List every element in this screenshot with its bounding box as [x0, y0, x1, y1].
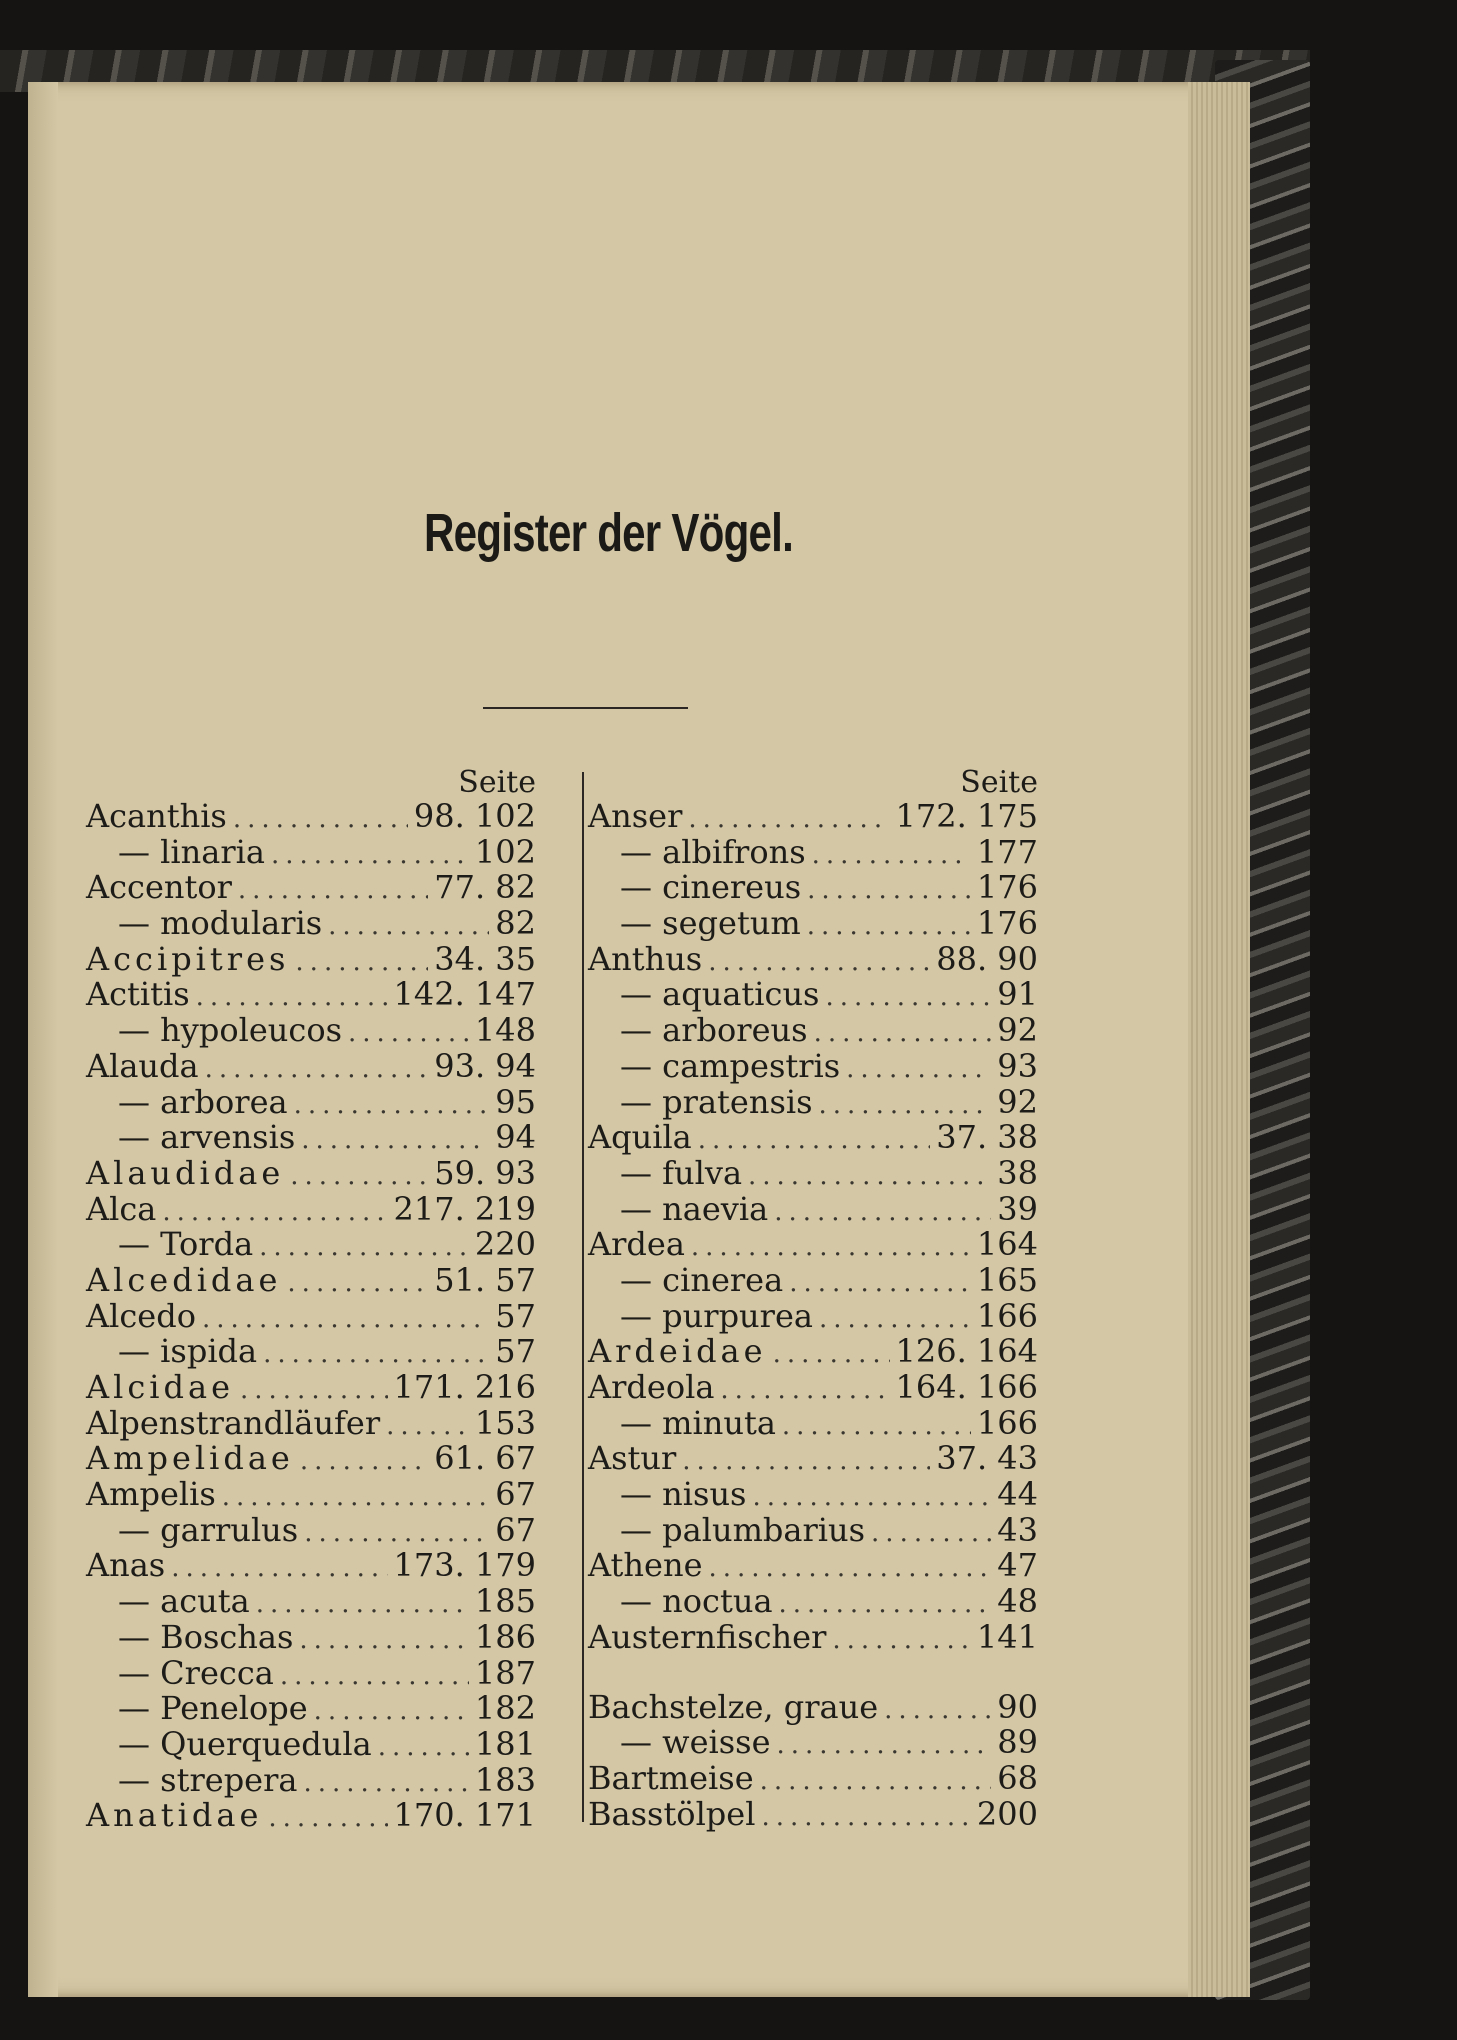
index-entry [588, 1189, 1038, 1228]
index-entry [86, 1153, 536, 1192]
entry-list [86, 799, 536, 1834]
entry-label: Anser [588, 797, 683, 835]
entry-label: — fulva [588, 1156, 742, 1192]
entry-label: — pratensis [588, 1085, 813, 1121]
entry-label: Ardea [588, 1225, 685, 1264]
entry-pages: 67 [495, 1510, 536, 1549]
entry-pages: 185 [474, 1582, 536, 1621]
entry-pages: 171. 216 [393, 1368, 536, 1406]
entry-label: Actitis [86, 975, 190, 1014]
entry-pages: 165 [976, 1260, 1038, 1299]
entry-pages: 166 [976, 1403, 1038, 1442]
entry-label: Accentor [86, 868, 232, 907]
leader-dots [777, 1728, 992, 1764]
index-entry [86, 1617, 536, 1656]
index-entry [588, 1725, 1038, 1761]
book-page [28, 82, 1228, 1997]
page-gutter [28, 82, 58, 1997]
leader-dots [287, 1266, 428, 1302]
entry-pages: 90 [997, 1687, 1038, 1726]
entry-pages: 187 [474, 1653, 536, 1692]
entry-label: — albifrons [588, 835, 806, 871]
entry-pages: 166 [976, 1296, 1038, 1335]
entry-label: Alauda [86, 1046, 199, 1085]
index-entry [86, 1584, 536, 1620]
title-rule [483, 707, 688, 709]
entry-pages: 48 [997, 1582, 1038, 1621]
page-title: Register der Vögel. [423, 503, 794, 563]
index-entry [588, 1296, 1038, 1335]
index-entry [588, 832, 1038, 871]
entry-label: Alcidae [86, 1368, 234, 1406]
entry-list [588, 799, 1038, 1832]
entry-pages: 39 [997, 1189, 1038, 1228]
entry-label: Ardeidae [588, 1332, 767, 1371]
index-entry [588, 1477, 1038, 1513]
index-entry [86, 832, 536, 871]
index-entry [86, 1227, 536, 1263]
index-entry [588, 1548, 1038, 1584]
index-entry [86, 1082, 536, 1121]
entry-pages: 47 [997, 1546, 1038, 1585]
index-entry [86, 1370, 536, 1406]
leader-dots [812, 838, 971, 874]
index-entry [86, 1548, 536, 1584]
entry-pages: 68 [997, 1758, 1038, 1797]
entry-label: Acanthis [86, 797, 227, 835]
entry-pages: 102 [474, 832, 536, 871]
entry-pages: 173. 179 [393, 1546, 536, 1585]
index-entry [86, 799, 536, 835]
index-entry [588, 1082, 1038, 1121]
index-entry [588, 1046, 1038, 1085]
entry-label: — aquaticus [588, 977, 819, 1013]
leader-dots [846, 1052, 991, 1088]
index-entry [588, 1584, 1038, 1620]
entry-label: Alca [86, 1189, 157, 1228]
index-entry [86, 1334, 536, 1370]
entry-pages: 89 [997, 1723, 1038, 1762]
index-entry [588, 1510, 1038, 1549]
entry-pages: 176 [976, 868, 1038, 907]
entry-pages: 37. 43 [936, 1439, 1038, 1478]
index-entry [588, 870, 1038, 906]
entry-label: — minuta [588, 1406, 776, 1442]
index-entry [588, 1403, 1038, 1442]
entry-label: — cinerea [588, 1263, 783, 1299]
entry-label: — palumbarius [588, 1513, 865, 1549]
entry-pages: 148 [474, 1011, 536, 1050]
entry-pages: 164 [976, 1225, 1038, 1264]
index-entry [86, 939, 536, 978]
entry-pages: 57 [495, 1296, 536, 1335]
entry-pages: 186 [474, 1617, 536, 1656]
leader-dots [789, 1266, 971, 1302]
leader-dots [825, 980, 991, 1016]
entry-pages: 77. 82 [434, 868, 536, 907]
entry-pages: 92 [997, 1082, 1038, 1121]
entry-pages: 44 [997, 1475, 1038, 1514]
entry-pages: 91 [997, 975, 1038, 1014]
index-entry [588, 1120, 1038, 1156]
index-entry [86, 1296, 536, 1335]
column-header: Seite [458, 765, 536, 800]
entry-label: — acuta [86, 1584, 250, 1620]
entry-label: — campestris [588, 1049, 840, 1085]
index-entry [86, 1260, 536, 1299]
index-entry [588, 1370, 1038, 1406]
entry-label: Aquila [588, 1118, 692, 1157]
entry-label: Bachstelze, graue [588, 1687, 879, 1726]
entry-pages: 182 [474, 1689, 536, 1728]
entry-pages: 164. 166 [895, 1368, 1038, 1406]
entry-label: Astur [588, 1439, 677, 1478]
entry-pages: 172. 175 [895, 797, 1038, 835]
entry-label: — nisus [588, 1477, 746, 1513]
entry-pages: 98. 102 [413, 797, 536, 835]
entry-label: — arborea [86, 1085, 288, 1121]
entry-label: Ampelidae [86, 1439, 294, 1478]
index-entry [86, 1510, 536, 1549]
entry-label: — strepera [86, 1763, 297, 1799]
entry-pages: 181 [474, 1724, 536, 1763]
entry-label: — noctua [588, 1584, 773, 1620]
entry-label: Alaudidae [86, 1153, 285, 1192]
entry-pages: 34. 35 [434, 939, 536, 978]
index-entry [86, 1798, 536, 1834]
index-entry [86, 1441, 536, 1477]
entry-pages: 126. 164 [895, 1332, 1038, 1371]
entry-pages: 82 [495, 904, 536, 943]
entry-label: — arvensis [86, 1120, 295, 1156]
index-entry [86, 1653, 536, 1692]
entry-label: Accipitres [86, 939, 290, 978]
index-entry [588, 799, 1038, 835]
page-edges [1188, 82, 1250, 1997]
index-entry [86, 1724, 536, 1763]
leader-dots [761, 1800, 970, 1836]
leader-dots [884, 1693, 991, 1729]
leader-dots [268, 1801, 387, 1837]
leader-dots [294, 1088, 490, 1124]
leader-dots [832, 1623, 971, 1659]
index-entry [588, 1794, 1038, 1833]
index-entry [86, 1120, 536, 1156]
index-entry [588, 939, 1038, 978]
leader-dots [871, 1516, 991, 1552]
index-entry [588, 906, 1038, 942]
index-entry [86, 1691, 536, 1727]
entry-pages: 37. 38 [936, 1118, 1038, 1157]
leader-dots [774, 1195, 991, 1231]
entry-label: — linaria [86, 835, 265, 871]
index-entry [588, 977, 1038, 1013]
index-entry [86, 1477, 536, 1513]
leader-dots [300, 1444, 428, 1480]
entry-label: — Torda [86, 1227, 253, 1263]
entry-label: — modularis [86, 906, 322, 942]
entry-pages: 51. 57 [434, 1260, 536, 1299]
index-entry [86, 1403, 536, 1442]
index-entry [588, 1617, 1038, 1656]
entry-pages: 200 [976, 1794, 1038, 1833]
entry-label: — Penelope [86, 1691, 308, 1727]
entry-label: — segetum [588, 906, 801, 942]
index-entry [588, 1153, 1038, 1192]
index-entry [86, 1013, 536, 1049]
entry-label: — hypoleucos [86, 1013, 342, 1049]
entry-label: Austernfischer [588, 1617, 827, 1656]
entry-label: Ardeola [588, 1368, 715, 1406]
entry-pages: 94 [495, 1118, 536, 1157]
entry-pages: 183 [474, 1760, 536, 1799]
entry-label: — naevia [588, 1192, 768, 1228]
entry-label: — purpurea [588, 1299, 813, 1335]
index-entry [588, 1334, 1038, 1370]
leader-dots [760, 1764, 992, 1800]
entry-label: Alpenstrandläufer [86, 1403, 381, 1442]
index-entry [86, 977, 536, 1013]
column-header: Seite [960, 765, 1038, 800]
entry-label: Anthus [588, 939, 703, 978]
entry-pages: 38 [997, 1153, 1038, 1192]
entry-pages: 142. 147 [393, 975, 536, 1014]
entry-pages: 141 [976, 1617, 1038, 1656]
index-entry [588, 1013, 1038, 1049]
index-column-left [86, 767, 536, 1834]
entry-pages: 57 [495, 1332, 536, 1371]
leader-dots [814, 1016, 992, 1052]
entry-pages: 59. 93 [434, 1153, 536, 1192]
entry-label: Basstölpel [588, 1794, 756, 1833]
index-entry [588, 1260, 1038, 1299]
entry-label: Anatidae [86, 1796, 263, 1835]
index-entry [588, 1227, 1038, 1263]
index-entry [86, 906, 536, 942]
entry-label: Alcedo [86, 1296, 196, 1335]
index-entry [588, 1687, 1038, 1726]
index-entry [86, 1046, 536, 1085]
column-divider [582, 772, 584, 1822]
leader-dots [280, 1659, 469, 1695]
index-entry [86, 870, 536, 906]
entry-pages: 217. 219 [393, 1189, 536, 1228]
entry-label: — Crecca [86, 1656, 274, 1692]
leader-dots [773, 1337, 890, 1373]
entry-pages: 61. 67 [434, 1439, 536, 1478]
entry-label: — arboreus [588, 1013, 808, 1049]
entry-label: Ampelis [86, 1475, 216, 1514]
leader-dots [807, 873, 971, 909]
entry-label: — weisse [588, 1725, 771, 1761]
entry-label: Bartmeise [588, 1758, 754, 1797]
entry-label: Athene [588, 1546, 703, 1585]
entry-pages: 170. 171 [393, 1796, 536, 1835]
entry-pages: 93. 94 [434, 1046, 536, 1085]
entry-label: — ispida [86, 1334, 257, 1370]
entry-pages: 92 [997, 1011, 1038, 1050]
index-entry [588, 1758, 1038, 1797]
entry-pages: 153 [474, 1403, 536, 1442]
index-entry [86, 1189, 536, 1228]
entry-label: Anas [86, 1546, 166, 1585]
index-entry [588, 1441, 1038, 1477]
leader-dots [299, 1623, 469, 1659]
entry-pages: 177 [976, 832, 1038, 871]
leader-dots [378, 1730, 469, 1766]
entry-label: — Boschas [86, 1620, 293, 1656]
entry-pages: 95 [495, 1082, 536, 1121]
entry-pages: 88. 90 [936, 939, 1038, 978]
entry-label: — Querquedula [86, 1727, 372, 1763]
entry-pages: 93 [997, 1046, 1038, 1085]
entry-pages: 67 [495, 1475, 536, 1514]
entry-pages: 43 [997, 1510, 1038, 1549]
entry-pages: 220 [474, 1225, 536, 1264]
index-entry [86, 1760, 536, 1799]
leader-dots [748, 1159, 991, 1195]
entry-label: Alcedidae [86, 1260, 282, 1299]
entry-label: — cinereus [588, 870, 801, 906]
index-column-right [588, 767, 1038, 1832]
entry-pages: 176 [976, 904, 1038, 943]
entry-label: — garrulus [86, 1513, 298, 1549]
